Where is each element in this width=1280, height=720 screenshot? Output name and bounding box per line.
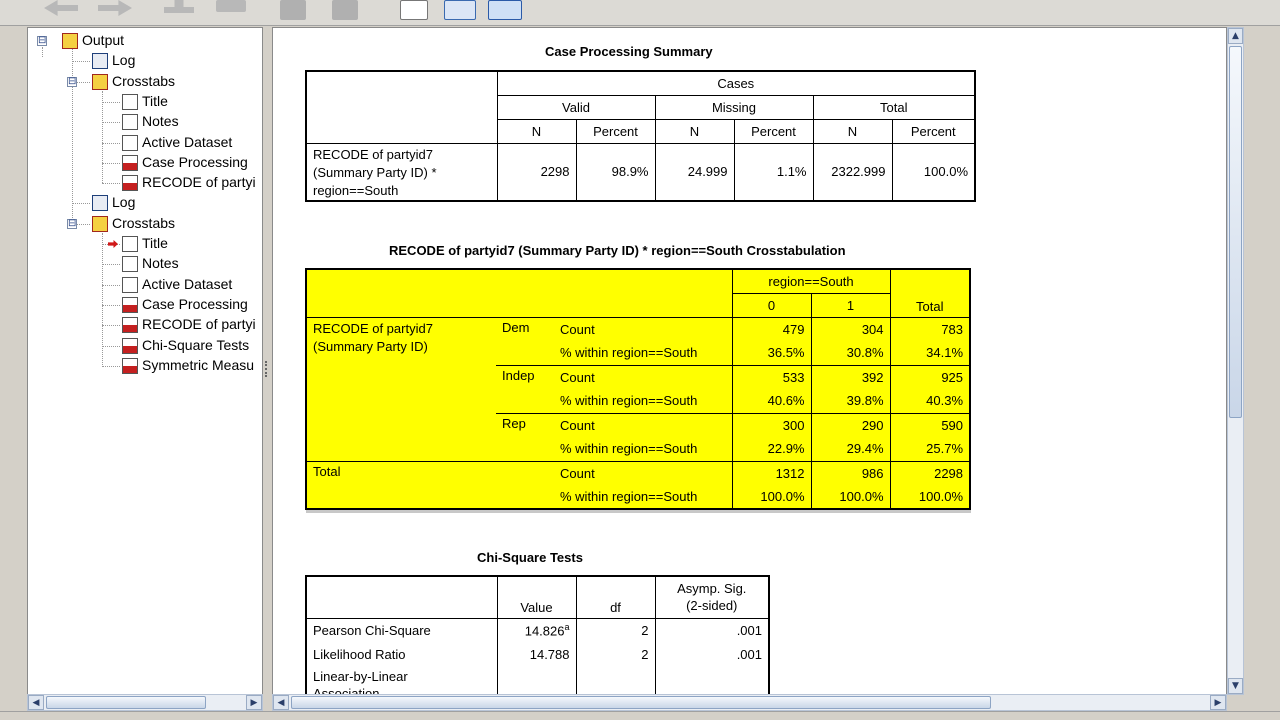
scroll-thumb[interactable] <box>291 696 991 709</box>
col-1-header: 1 <box>811 293 890 317</box>
collapse-toggle-icon[interactable]: ⊟ <box>68 217 77 229</box>
pct-label: % within region==South <box>554 341 732 365</box>
notes-icon <box>122 114 138 130</box>
df-header: df <box>576 576 655 618</box>
n-header: N <box>655 119 734 143</box>
promote-icon[interactable] <box>164 0 194 20</box>
cell: 34.1% <box>890 341 970 365</box>
back-arrow-icon[interactable] <box>44 0 78 20</box>
title-icon <box>122 94 138 110</box>
toolbar <box>0 0 1280 26</box>
insert-heading-icon[interactable] <box>400 0 428 20</box>
table-icon <box>122 297 138 313</box>
row-label: Likelihood Ratio <box>306 642 497 666</box>
row-label: Pearson Chi-Square <box>306 618 497 642</box>
demote-icon[interactable] <box>216 0 246 12</box>
value-header: Value <box>497 576 576 618</box>
col-var-header: region==South <box>732 269 890 293</box>
missing-header: Missing <box>655 95 813 119</box>
row-label: Linear-by-Linear <box>306 666 497 706</box>
sig-cell: .001 <box>655 642 769 666</box>
crosstab-table[interactable] <box>305 268 971 510</box>
cell: 40.3% <box>890 389 970 413</box>
tree-item-label: Symmetric Measu <box>142 356 255 373</box>
case-summary-title: Case Processing Summary <box>545 44 713 59</box>
output-icon <box>62 33 78 49</box>
log-icon <box>92 195 108 211</box>
cell: 2298 <box>890 461 970 485</box>
scroll-thumb[interactable] <box>1229 46 1242 418</box>
valid-n: 2298 <box>497 143 576 201</box>
sig-header: Asymp. Sig. (2-sided) <box>655 576 769 618</box>
cases-header: Cases <box>497 71 975 95</box>
tree-item-label: Output <box>82 32 125 48</box>
cell: 36.5% <box>732 341 811 365</box>
notes-icon <box>122 277 138 293</box>
missing-pct: 1.1% <box>734 143 813 201</box>
tree-item-label: Case Processing <box>142 295 248 312</box>
cell: 25.7% <box>890 437 970 461</box>
cell: 392 <box>811 365 890 389</box>
current-item-arrow-icon <box>108 240 118 248</box>
cell: 100.0% <box>890 485 970 509</box>
scroll-thumb[interactable] <box>46 696 206 709</box>
scroll-right-icon[interactable]: ▶ <box>246 695 262 710</box>
case-summary-table <box>305 70 976 202</box>
count-label: Count <box>554 317 732 341</box>
notes-icon <box>122 135 138 151</box>
valid-pct: 98.9% <box>576 143 655 201</box>
outline-pane[interactable] <box>27 27 263 711</box>
n-header: N <box>497 119 576 143</box>
tree-item-label: Case Processing <box>142 153 248 170</box>
df-cell: 2 <box>576 642 655 666</box>
notes-icon <box>122 256 138 272</box>
tree-item-label: RECODE of partyi <box>142 316 256 333</box>
cell: 40.6% <box>732 389 811 413</box>
count-label: Count <box>554 413 732 437</box>
corner-cell <box>306 269 732 317</box>
percent-header: Percent <box>576 119 655 143</box>
cell: 986 <box>811 461 890 485</box>
tree-item-label: Title <box>142 92 168 109</box>
missing-n: 24.999 <box>655 143 734 201</box>
title-icon <box>122 236 138 252</box>
row-label: RECODE of partyid7 (Summary Party ID) * region==South <box>306 143 497 201</box>
tree-item-label: Chi-Square Tests <box>142 336 250 353</box>
pct-label: % within region==South <box>554 389 732 413</box>
collapse-toggle-icon[interactable]: ⊟ <box>68 75 77 87</box>
scroll-left-icon[interactable]: ◀ <box>273 695 289 710</box>
scroll-down-icon[interactable]: ▼ <box>1228 678 1243 694</box>
n-header: N <box>813 119 892 143</box>
group-label: Dem <box>496 317 554 365</box>
log-icon <box>92 53 108 69</box>
percent-header: Percent <box>734 119 813 143</box>
value-cell: 14.826$^a$ <box>497 618 576 642</box>
corner-cell <box>306 576 497 618</box>
df-cell: 2 <box>576 618 655 642</box>
cell: 783 <box>890 317 970 341</box>
scroll-right-icon[interactable]: ▶ <box>1210 695 1226 710</box>
pct-label: % within region==South <box>554 485 732 509</box>
pct-label: % within region==South <box>554 437 732 461</box>
scroll-left-icon[interactable]: ◀ <box>28 695 44 710</box>
table-icon <box>122 338 138 354</box>
tree-horizontal-scrollbar[interactable] <box>27 694 263 711</box>
tree-item-label: Log <box>112 52 136 69</box>
cell: 30.8% <box>811 341 890 365</box>
group-label: Indep <box>496 365 554 413</box>
cell: 100.0% <box>811 485 890 509</box>
cell: 290 <box>811 413 890 437</box>
table-icon <box>122 175 138 191</box>
tree-item-label: Notes <box>142 113 179 130</box>
scroll-up-icon[interactable]: ▲ <box>1228 28 1243 44</box>
forward-arrow-icon[interactable] <box>98 0 132 20</box>
vertical-scrollbar[interactable] <box>1227 27 1244 695</box>
total-pct: 100.0% <box>892 143 975 201</box>
crosstabs-icon <box>92 216 108 232</box>
crosstabs-icon <box>92 74 108 90</box>
tree-item-label: Crosstabs <box>112 214 176 231</box>
tree-item-label: Active Dataset <box>142 133 233 150</box>
cell: 925 <box>890 365 970 389</box>
chisq-title: Chi-Square Tests <box>477 550 583 565</box>
group-label: Rep <box>496 413 554 461</box>
count-label: Count <box>554 365 732 389</box>
output-document[interactable] <box>272 27 1227 695</box>
total-row-label: Total <box>306 461 554 509</box>
chisq-table <box>305 575 770 706</box>
row-var-label: RECODE of partyid7 (Summary Party ID) <box>306 317 496 461</box>
table-icon <box>122 155 138 171</box>
pane-splitter[interactable] <box>263 27 272 711</box>
cell: 29.4% <box>811 437 890 461</box>
cell: 300 <box>732 413 811 437</box>
percent-header: Percent <box>892 119 975 143</box>
tree-item-label: Notes <box>142 255 179 272</box>
hide-icon[interactable] <box>280 0 306 20</box>
tree-item-label: Crosstabs <box>112 72 176 89</box>
total-col-header: Total <box>890 269 970 317</box>
sig-cell: .001 <box>655 618 769 642</box>
horizontal-scrollbar[interactable] <box>272 694 1227 711</box>
value-cell: 14.788 <box>497 642 576 666</box>
total-n: 2322.999 <box>813 143 892 201</box>
insert-text-icon[interactable] <box>488 0 522 20</box>
cell: 1312 <box>732 461 811 485</box>
col-0-header: 0 <box>732 293 811 317</box>
count-label: Count <box>554 461 732 485</box>
total-header: Total <box>813 95 975 119</box>
corner-cell <box>306 71 497 143</box>
insert-title-icon[interactable] <box>444 0 476 20</box>
collapse-toggle-icon[interactable]: ⊟ <box>38 35 47 46</box>
cell: 100.0% <box>732 485 811 509</box>
cell: 39.8% <box>811 389 890 413</box>
table-shadow <box>306 510 971 513</box>
tree-item-label: Active Dataset <box>142 275 233 292</box>
cell: 533 <box>732 365 811 389</box>
cell: 479 <box>732 317 811 341</box>
cell: 22.9% <box>732 437 811 461</box>
cell: 590 <box>890 413 970 437</box>
status-bar <box>0 711 1280 720</box>
valid-header: Valid <box>497 95 655 119</box>
table-icon <box>122 358 138 374</box>
crosstab-title: RECODE of partyid7 (Summary Party ID) * region==South Crosstabulation <box>389 243 846 258</box>
tree-item-label: Title <box>142 235 168 251</box>
tree-item-label: Log <box>112 194 136 211</box>
show-icon[interactable] <box>332 0 358 20</box>
table-icon <box>122 317 138 333</box>
cell: 304 <box>811 317 890 341</box>
tree-item-label: RECODE of partyi <box>142 174 256 191</box>
